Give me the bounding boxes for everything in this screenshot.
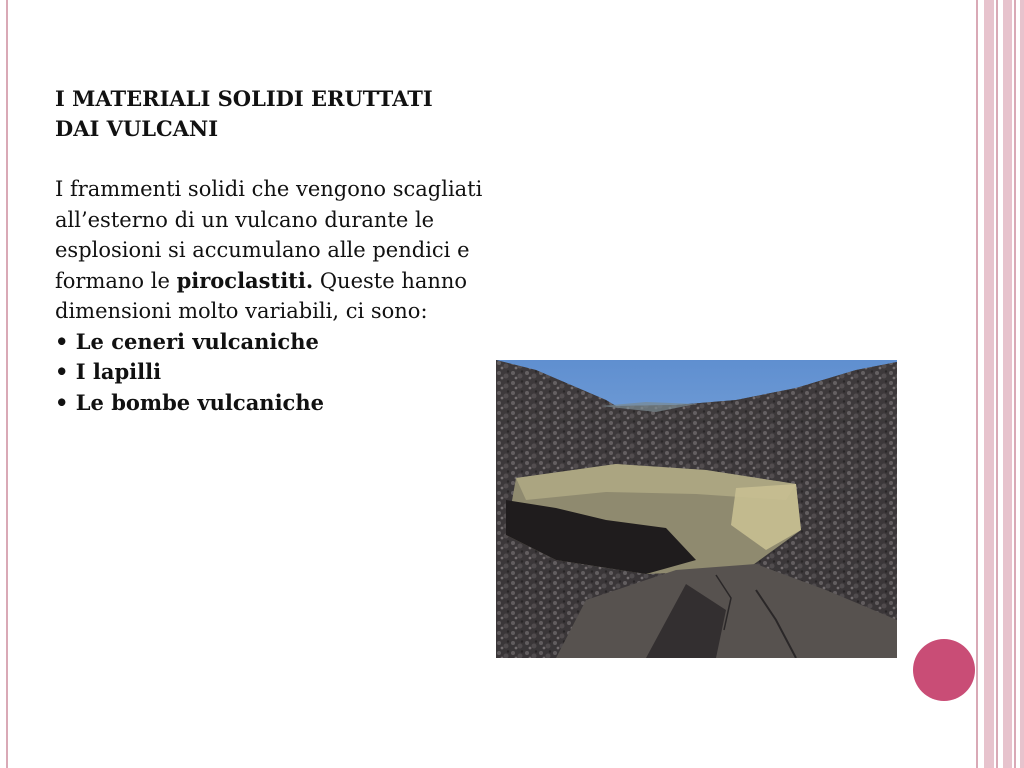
stripe — [996, 0, 998, 768]
body-line-4-before: formano le — [55, 268, 177, 293]
left-border-decoration — [0, 0, 8, 768]
title-line-1: I MATERIALI SOLIDI ERUTTATI — [55, 86, 433, 111]
body-line-2: all’esterno di un vulcano durante le — [55, 207, 435, 232]
slide-body — [55, 174, 545, 327]
pyroclast-list — [55, 327, 545, 419]
stripe — [1003, 0, 1012, 768]
body-line-5: dimensioni molto variabili, ci sono: — [55, 299, 428, 323]
stripe — [1020, 0, 1024, 768]
body-line-1: I frammenti solidi che vengono scagliati — [55, 177, 483, 201]
piroclastiti-term: piroclastiti. — [176, 267, 314, 293]
title-line-2: DAI VULCANI — [55, 116, 219, 141]
stripe — [1014, 0, 1016, 768]
volcanic-rocks-photo — [496, 360, 897, 658]
list-item-label: Le ceneri vulcaniche — [75, 328, 319, 354]
list-item — [55, 388, 545, 419]
list-item-label: I lapilli — [75, 359, 162, 384]
stripe — [976, 0, 978, 768]
list-item — [55, 357, 545, 388]
body-line-3: esplosioni si accumulano alle pendici e — [55, 238, 470, 262]
slide-text-block — [55, 84, 545, 418]
accent-circle — [913, 639, 975, 701]
bullet-icon: • — [55, 359, 69, 384]
list-item-label: Le bombe vulcaniche — [75, 389, 324, 415]
stripe — [984, 0, 994, 768]
body-line-4-after: Queste hanno — [313, 268, 468, 293]
right-stripes-decoration — [976, 0, 1024, 768]
bullet-icon: • — [55, 389, 69, 415]
list-item — [55, 327, 545, 358]
slide-title — [55, 84, 545, 144]
bullet-icon: • — [55, 328, 69, 354]
